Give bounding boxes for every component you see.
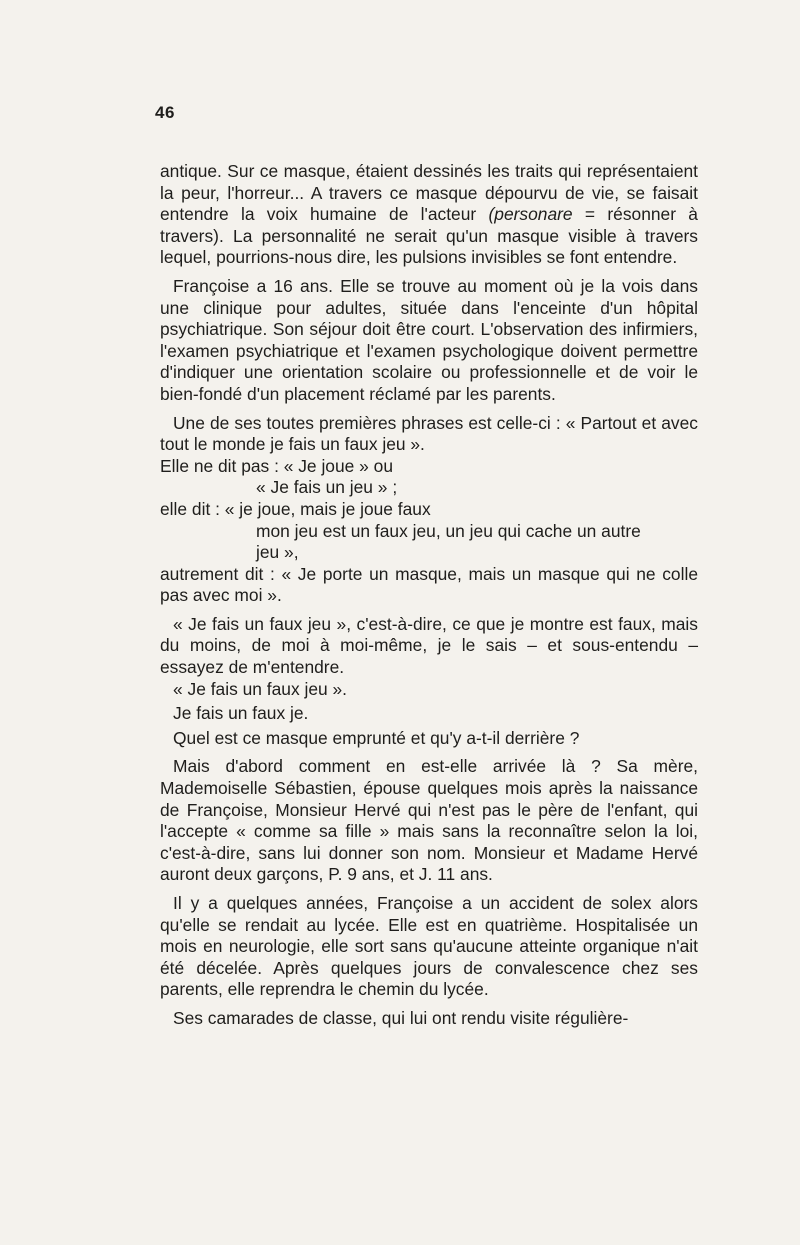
paragraph-2: Françoise a 16 ans. Elle se trouve au moment où je la vois dans une clinique pour adultes, située dans l'enceinte d'un hôpital psychiatrique. Son séjour doit être court. L'observation des infirmiers, l'examen psychiatrique et l'examen psychologique doivent permettre d'indiquer une orientation scolaire ou professionnelle et de voir le bien-fondé d'un placement réclamé par les parents. — [160, 275, 698, 404]
quote-line-8: Quel est ce masque emprunté et qu'y a-t-il derrière ? — [173, 727, 580, 748]
paragraph-5: « Je fais un faux jeu », c'est-à-dire, ce que je montre est faux, mais du moins, de moi à moi-même, je le sais – et sous-entendu – essayez de m'entendre. — [160, 613, 698, 678]
paragraph-7: Il y a quelques années, Françoise a un accident de solex alors qu'elle se rendait au lycée. Elle est en quatrième. Hospitalisée un mois en neurologie, elle sort sans qu'aucune atteinte organique n'ait été décelée. Après quelques jours de convalescence chez ses parents, elle reprendra le chemin du lycée. — [160, 893, 698, 1000]
page-number: 46 — [155, 103, 175, 122]
quote-line-7: Je fais un faux je. — [173, 703, 309, 724]
paragraph-1-text: antique. Sur ce masque, étaient dessinés les traits qui représentaient la peur, l'horreur... A travers ce masque dépourvu de vie, se faisait entendre la voix humaine de l'acteur — [160, 161, 698, 225]
paragraph-1-italic: (personare — [488, 204, 573, 225]
paragraph-8: Ses camarades de classe, qui lui ont rendu visite régulière- — [173, 1007, 629, 1028]
paragraph-6: Mais d'abord comment en est-elle arrivée là ? Sa mère, Mademoiselle Sébastien, épouse quelques mois après la naissance de Françoise, Monsieur Hervé qui n'est pas le père de l'enfant, qui l'accepte « comme sa fille » mais sans la reconnaître selon la loi, c'est-à-dire, sans lui donner son nom. Monsieur et Madame Hervé auront deux garçons, P. 9 ans, et J. 11 ans. — [160, 756, 698, 885]
quote-line-1: Elle ne dit pas : « Je joue » ou — [160, 455, 393, 476]
quote-line-3: elle dit : « je joue, mais je joue faux — [160, 498, 431, 519]
quote-line-2: « Je fais un jeu » ; — [256, 477, 398, 498]
paragraph-1-rest: = résonner à travers). La personnalité ne serait qu'un masque visible à travers lequel, pourrions-nous dire, les pulsions invisibles se font entendre. — [160, 204, 698, 268]
quote-line-5: jeu », — [256, 542, 299, 563]
paragraph-1 — [160, 161, 698, 269]
quote-line-4: mon jeu est un faux jeu, un jeu qui cache un autre — [256, 520, 641, 541]
body-text — [160, 161, 698, 1030]
paragraph-3: Une de ses toutes premières phrases est celle-ci : « Partout et avec tout le monde je fais un faux jeu ». — [160, 412, 698, 455]
quote-line-6: « Je fais un faux jeu ». — [173, 678, 348, 699]
paragraph-4: autrement dit : « Je porte un masque, mais un masque qui ne colle pas avec moi ». — [160, 563, 698, 606]
